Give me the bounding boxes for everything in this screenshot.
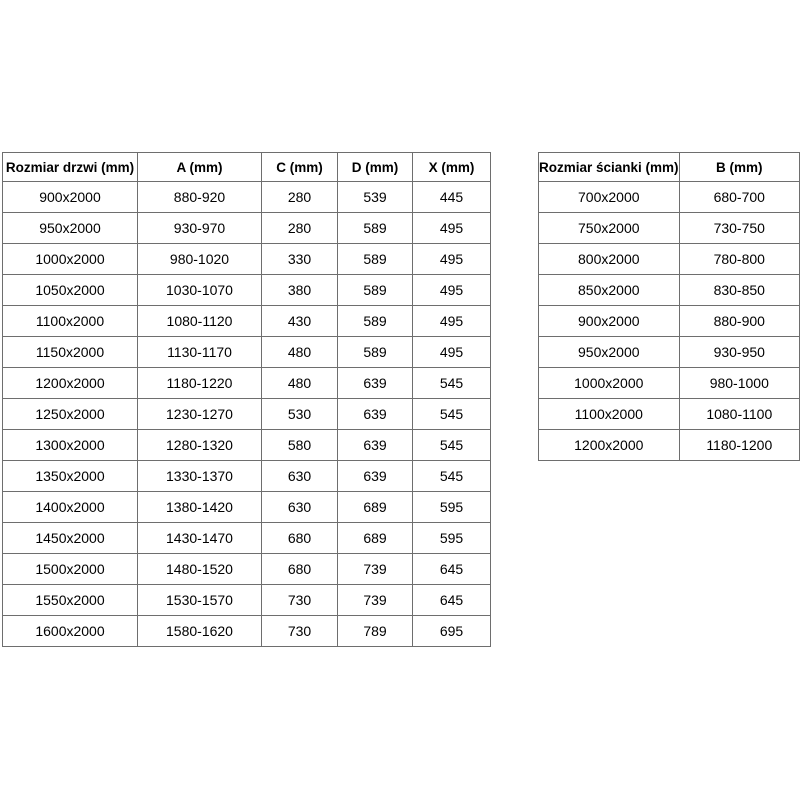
- column-header: A (mm): [138, 153, 262, 182]
- table-cell: 480: [262, 337, 338, 368]
- table-cell: 545: [413, 368, 491, 399]
- table-row: [539, 337, 800, 368]
- table-cell: 280: [262, 213, 338, 244]
- table-row: [539, 213, 800, 244]
- table-row: [3, 244, 491, 275]
- table-cell: 830-850: [679, 275, 799, 306]
- table-cell: 589: [338, 306, 413, 337]
- table-cell: 589: [338, 213, 413, 244]
- table-cell: 739: [338, 554, 413, 585]
- table-cell: 695: [413, 616, 491, 647]
- column-header: Rozmiar ścianki (mm): [539, 153, 680, 182]
- table-cell: 1230-1270: [138, 399, 262, 430]
- table-row: [539, 306, 800, 337]
- table-row: [3, 275, 491, 306]
- table-cell: 1180-1200: [679, 430, 799, 461]
- column-header: C (mm): [262, 153, 338, 182]
- table-cell: 739: [338, 585, 413, 616]
- table-row: [539, 182, 800, 213]
- table-row: [539, 275, 800, 306]
- table-cell: 1000x2000: [3, 244, 138, 275]
- table-row: [539, 244, 800, 275]
- table-cell: 1400x2000: [3, 492, 138, 523]
- table-cell: 730: [262, 585, 338, 616]
- table-cell: 495: [413, 306, 491, 337]
- table-cell: 639: [338, 399, 413, 430]
- table-cell: 1080-1120: [138, 306, 262, 337]
- column-header: Rozmiar drzwi (mm): [3, 153, 138, 182]
- table-row: [3, 182, 491, 213]
- table-cell: 545: [413, 461, 491, 492]
- table-cell: 1580-1620: [138, 616, 262, 647]
- table-cell: 645: [413, 585, 491, 616]
- table-row: [539, 368, 800, 399]
- table-cell: 1500x2000: [3, 554, 138, 585]
- table-cell: 1450x2000: [3, 523, 138, 554]
- table-cell: 789: [338, 616, 413, 647]
- table-row: [3, 585, 491, 616]
- table-cell: 545: [413, 399, 491, 430]
- table-cell: 1480-1520: [138, 554, 262, 585]
- table-cell: 730: [262, 616, 338, 647]
- table-cell: 780-800: [679, 244, 799, 275]
- door-dimensions-table: [2, 152, 491, 647]
- table-cell: 589: [338, 337, 413, 368]
- table-cell: 1330-1370: [138, 461, 262, 492]
- table-cell: 880-920: [138, 182, 262, 213]
- table-cell: 1150x2000: [3, 337, 138, 368]
- column-header: B (mm): [679, 153, 799, 182]
- table-cell: 595: [413, 523, 491, 554]
- table-row: [3, 213, 491, 244]
- table-cell: 630: [262, 461, 338, 492]
- table-cell: 589: [338, 275, 413, 306]
- table-cell: 1180-1220: [138, 368, 262, 399]
- table-cell: 800x2000: [539, 244, 680, 275]
- table-cell: 380: [262, 275, 338, 306]
- table-cell: 730-750: [679, 213, 799, 244]
- table-row: [3, 492, 491, 523]
- table-cell: 1430-1470: [138, 523, 262, 554]
- table-cell: 880-900: [679, 306, 799, 337]
- table-row: [3, 399, 491, 430]
- table-cell: 1600x2000: [3, 616, 138, 647]
- table-cell: 1100x2000: [3, 306, 138, 337]
- table-cell: 480: [262, 368, 338, 399]
- table-cell: 1380-1420: [138, 492, 262, 523]
- table-row: [539, 430, 800, 461]
- table-cell: 495: [413, 337, 491, 368]
- table-cell: 1280-1320: [138, 430, 262, 461]
- header-row: [3, 153, 491, 182]
- table-row: [3, 554, 491, 585]
- table-cell: 639: [338, 461, 413, 492]
- table-cell: 680: [262, 523, 338, 554]
- table-cell: 1200x2000: [539, 430, 680, 461]
- table-cell: 545: [413, 430, 491, 461]
- table-row: [3, 616, 491, 647]
- table-cell: 980-1000: [679, 368, 799, 399]
- table-cell: 850x2000: [539, 275, 680, 306]
- table-cell: 680-700: [679, 182, 799, 213]
- table-cell: 595: [413, 492, 491, 523]
- table-cell: 980-1020: [138, 244, 262, 275]
- table-row: [3, 523, 491, 554]
- table-cell: 950x2000: [3, 213, 138, 244]
- table-row: [3, 368, 491, 399]
- table-cell: 330: [262, 244, 338, 275]
- table-cell: 495: [413, 275, 491, 306]
- table-row: [3, 461, 491, 492]
- table-cell: 930-970: [138, 213, 262, 244]
- table-cell: 280: [262, 182, 338, 213]
- table-cell: 930-950: [679, 337, 799, 368]
- table-cell: 689: [338, 523, 413, 554]
- table-cell: 1130-1170: [138, 337, 262, 368]
- table-cell: 495: [413, 244, 491, 275]
- table-row: [3, 430, 491, 461]
- table-cell: 639: [338, 368, 413, 399]
- table-cell: 539: [338, 182, 413, 213]
- table-cell: 589: [338, 244, 413, 275]
- table-cell: 900x2000: [539, 306, 680, 337]
- table-cell: 1030-1070: [138, 275, 262, 306]
- table-cell: 1200x2000: [3, 368, 138, 399]
- table-cell: 1080-1100: [679, 399, 799, 430]
- table-cell: 1550x2000: [3, 585, 138, 616]
- table-cell: 580: [262, 430, 338, 461]
- column-header: X (mm): [413, 153, 491, 182]
- table-cell: 1050x2000: [3, 275, 138, 306]
- table-cell: 430: [262, 306, 338, 337]
- table-cell: 680: [262, 554, 338, 585]
- table-row: [539, 399, 800, 430]
- table-cell: 1100x2000: [539, 399, 680, 430]
- table-cell: 1250x2000: [3, 399, 138, 430]
- table-cell: 630: [262, 492, 338, 523]
- table-cell: 1300x2000: [3, 430, 138, 461]
- table-cell: 1000x2000: [539, 368, 680, 399]
- table-row: [3, 337, 491, 368]
- table-cell: 950x2000: [539, 337, 680, 368]
- table-cell: 900x2000: [3, 182, 138, 213]
- table-row: [3, 306, 491, 337]
- table-cell: 700x2000: [539, 182, 680, 213]
- table-cell: 495: [413, 213, 491, 244]
- table-cell: 689: [338, 492, 413, 523]
- table-cell: 1350x2000: [3, 461, 138, 492]
- table-cell: 530: [262, 399, 338, 430]
- wall-dimensions-table: [538, 152, 800, 461]
- table-cell: 645: [413, 554, 491, 585]
- table-cell: 639: [338, 430, 413, 461]
- column-header: D (mm): [338, 153, 413, 182]
- table-cell: 750x2000: [539, 213, 680, 244]
- table-cell: 445: [413, 182, 491, 213]
- table-cell: 1530-1570: [138, 585, 262, 616]
- header-row: [539, 153, 800, 182]
